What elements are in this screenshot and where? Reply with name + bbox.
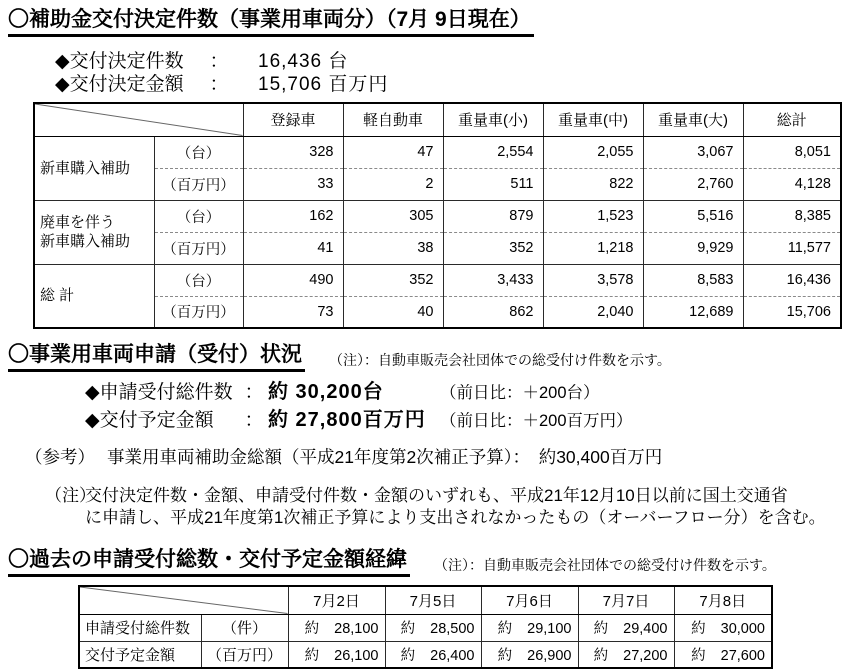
reference-text: 事業用車両補助金総額（平成21年度第2次補正予算）： 約30,400百万円 xyxy=(107,447,663,467)
value-cell: 862 xyxy=(443,296,543,328)
value-cell: 2,554 xyxy=(443,136,543,168)
planned-amount-line xyxy=(85,407,845,435)
section2-title: 〇事業用車両申請（受付）状況 xyxy=(8,343,305,372)
col-header: 重量車(大) xyxy=(643,103,743,136)
reference-label: （参考） xyxy=(25,447,95,467)
diagonal-header-cell xyxy=(34,103,243,136)
table-row xyxy=(34,232,841,264)
planned-amount-value: 約 27,800百万円 xyxy=(268,409,426,431)
unit-cell: （百万円） xyxy=(154,296,243,328)
value-cell: 約 28,100 xyxy=(288,614,385,641)
table-row xyxy=(34,200,841,232)
group-label: 新車購入補助 xyxy=(34,136,154,200)
unit-cell: （件） xyxy=(201,614,288,641)
decision-count-value: 16,436 台 xyxy=(258,51,349,72)
planned-amount-label: ◆交付予定金額 xyxy=(85,410,214,431)
value-cell: 約 29,400 xyxy=(578,614,674,641)
decision-amount-value: 15,706 百万円 xyxy=(258,74,389,95)
colon: ： xyxy=(244,382,264,403)
value-cell: 490 xyxy=(243,264,343,296)
value-cell: 352 xyxy=(343,264,443,296)
date-col-header: 7月6日 xyxy=(481,586,578,614)
value-cell: 11,577 xyxy=(743,232,841,264)
section1-title-row xyxy=(8,8,845,37)
value-cell: 2,055 xyxy=(543,136,643,168)
date-col-header: 7月2日 xyxy=(288,586,385,614)
row-label: 申請受付総件数 xyxy=(79,614,201,641)
value-cell: 約 26,100 xyxy=(288,641,385,668)
section1-bullets xyxy=(55,50,845,96)
value-cell: 4,128 xyxy=(743,168,841,200)
section3-title: 〇過去の申請受付総数・交付予定金額経緯 xyxy=(8,548,410,577)
value-cell: 511 xyxy=(443,168,543,200)
table-row xyxy=(34,168,841,200)
decision-amount-line xyxy=(55,73,845,96)
application-count-note: （前日比：＋200台） xyxy=(440,384,600,402)
value-cell: 9,929 xyxy=(643,232,743,264)
value-cell: 3,578 xyxy=(543,264,643,296)
col-header: 重量車(中) xyxy=(543,103,643,136)
section3-title-row xyxy=(8,548,845,577)
footnote-text xyxy=(85,485,826,529)
unit-cell: （台） xyxy=(154,264,243,296)
planned-amount-note: （前日比：＋200百万円） xyxy=(440,412,633,430)
value-cell: 8,385 xyxy=(743,200,841,232)
value-cell: 40 xyxy=(343,296,443,328)
colon: ： xyxy=(209,51,229,72)
table-row xyxy=(34,264,841,296)
value-cell: 822 xyxy=(543,168,643,200)
value-cell: 12,689 xyxy=(643,296,743,328)
value-cell: 3,433 xyxy=(443,264,543,296)
table-row xyxy=(34,296,841,328)
value-cell: 41 xyxy=(243,232,343,264)
value-cell: 305 xyxy=(343,200,443,232)
section2-title-note: （注）：自動車販売会社団体での総受付け件数を示す。 xyxy=(329,352,671,368)
unit-cell: （百万円） xyxy=(154,232,243,264)
value-cell: 1,523 xyxy=(543,200,643,232)
value-cell: 2,760 xyxy=(643,168,743,200)
diagonal-line xyxy=(80,587,288,614)
date-col-header: 7月8日 xyxy=(674,586,772,614)
col-header: 総計 xyxy=(743,103,841,136)
value-cell: 2,040 xyxy=(543,296,643,328)
date-col-header: 7月5日 xyxy=(385,586,481,614)
col-header: 軽自動車 xyxy=(343,103,443,136)
unit-cell: （百万円） xyxy=(154,168,243,200)
history-table xyxy=(78,585,773,669)
footnote-line: に申請し、平成21年度第1次補正予算により支出されなかったもの（オーバーフロー分）を含む。 xyxy=(85,508,826,527)
value-cell: 約 30,000 xyxy=(674,614,772,641)
diagonal-line xyxy=(35,104,243,136)
value-cell: 879 xyxy=(443,200,543,232)
value-cell: 約 27,600 xyxy=(674,641,772,668)
date-col-header: 7月7日 xyxy=(578,586,674,614)
decision-count-label: ◆交付決定件数 xyxy=(55,51,184,72)
grant-decision-table xyxy=(33,102,842,329)
value-cell: 8,583 xyxy=(643,264,743,296)
colon: ： xyxy=(244,410,264,431)
section3-title-note: （注）：自動車販売会社団体での総受付け件数を示す。 xyxy=(434,557,776,573)
col-header: 登録車 xyxy=(243,103,343,136)
group-label: 総 計 xyxy=(34,264,154,328)
value-cell: 33 xyxy=(243,168,343,200)
value-cell: 5,516 xyxy=(643,200,743,232)
footnote-label: （注） xyxy=(45,486,96,505)
decision-amount-label: ◆交付決定金額 xyxy=(55,74,184,95)
value-cell: 162 xyxy=(243,200,343,232)
value-cell: 約 26,900 xyxy=(481,641,578,668)
group-label: 廃車を伴う 新車購入補助 xyxy=(34,200,154,264)
value-cell: 約 26,400 xyxy=(385,641,481,668)
colon: ： xyxy=(209,74,229,95)
application-count-label: ◆申請受付総件数 xyxy=(85,382,233,403)
application-count-line xyxy=(85,379,845,407)
value-cell: 8,051 xyxy=(743,136,841,168)
footnote-block xyxy=(45,485,845,529)
row-label: 交付予定金額 xyxy=(79,641,201,668)
table-header-row xyxy=(79,586,772,614)
unit-cell: （台） xyxy=(154,200,243,232)
section2-bullets xyxy=(85,379,845,435)
value-cell: 3,067 xyxy=(643,136,743,168)
application-count-value: 約 30,200台 xyxy=(268,381,384,403)
reference-line xyxy=(25,446,845,468)
table-row xyxy=(79,641,772,668)
value-cell: 328 xyxy=(243,136,343,168)
value-cell: 約 29,100 xyxy=(481,614,578,641)
value-cell: 1,218 xyxy=(543,232,643,264)
unit-cell: （百万円） xyxy=(201,641,288,668)
section2-title-row xyxy=(8,343,845,372)
decision-count-line xyxy=(55,50,845,73)
table-row xyxy=(34,136,841,168)
section1-title: 〇補助金交付決定件数（事業用車両分）（7月 9日現在） xyxy=(8,8,534,37)
value-cell: 2 xyxy=(343,168,443,200)
footnote-line: 交付決定件数・金額、申請受付件数・金額のいずれも、平成21年12月10日以前に国土交通省 xyxy=(85,486,788,505)
value-cell: 約 28,500 xyxy=(385,614,481,641)
value-cell: 16,436 xyxy=(743,264,841,296)
col-header: 重量車(小) xyxy=(443,103,543,136)
table-row xyxy=(79,614,772,641)
value-cell: 約 27,200 xyxy=(578,641,674,668)
value-cell: 47 xyxy=(343,136,443,168)
value-cell: 38 xyxy=(343,232,443,264)
unit-cell: （台） xyxy=(154,136,243,168)
value-cell: 352 xyxy=(443,232,543,264)
value-cell: 15,706 xyxy=(743,296,841,328)
table-header-row xyxy=(34,103,841,136)
diagonal-header-cell xyxy=(79,586,288,614)
value-cell: 73 xyxy=(243,296,343,328)
